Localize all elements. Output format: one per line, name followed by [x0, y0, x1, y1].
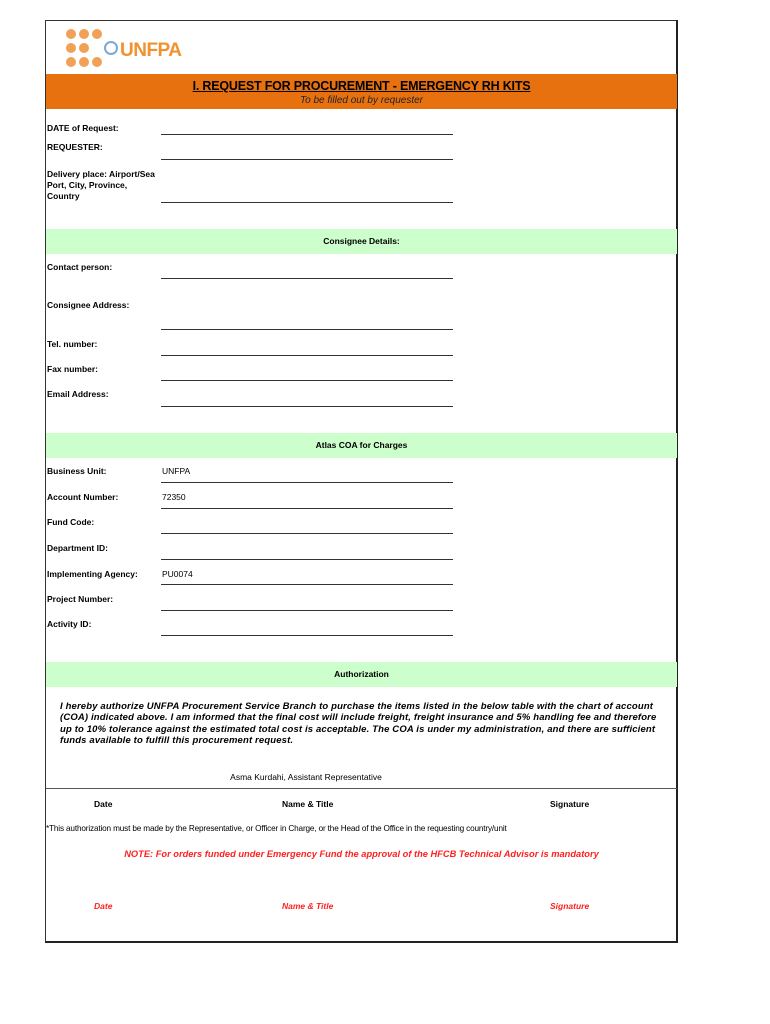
implementing-agency-line: [161, 584, 453, 585]
consignee-address-label: Consignee Address:: [47, 300, 130, 310]
contact-person-label: Contact person:: [47, 262, 113, 272]
consignee-details-heading: Consignee Details:: [46, 229, 677, 254]
requester-line: [161, 159, 453, 160]
fax-number-label: Fax number:: [47, 364, 99, 374]
fund-code-line: [161, 533, 453, 534]
fund-code-label: Fund Code:: [47, 517, 95, 527]
project-number-label: Project Number:: [47, 594, 114, 604]
account-number-value[interactable]: 72350: [162, 492, 186, 502]
delivery-place-label: Delivery place: Airport/Sea Port, City, Province, Country: [47, 169, 155, 201]
project-number-line: [161, 610, 453, 611]
implementing-agency-value[interactable]: PU0074: [162, 569, 193, 579]
date-column: Date: [94, 799, 113, 809]
tel-number-label: Tel. number:: [47, 339, 98, 349]
signature-line: [46, 788, 677, 789]
form-title: I. REQUEST FOR PROCUREMENT - EMERGENCY RH KITS: [192, 79, 531, 93]
atlas-coa-heading: Atlas COA for Charges: [46, 433, 677, 458]
date-of-request-line: [161, 134, 453, 135]
authorization-statement: I hereby authorize UNFPA Procurement Service Branch to purchase the items listed in the below table with the chart of account (COA) indicated above. I am informed that the final cost will include freight, freight insurance and 5% handling fee and therefore up to 10% tolerance against the estimated total cost is acceptable. The COA is under my administration, and there are sufficient funds available to fulfill this procurement request.: [60, 701, 657, 746]
delivery-place-line: [161, 202, 453, 203]
fax-number-line: [161, 380, 453, 381]
account-number-line: [161, 508, 453, 509]
hfcb-name-title-column: Name & Title: [282, 901, 334, 911]
tel-number-line: [161, 355, 453, 356]
implementing-agency-label: Implementing Agency:: [47, 569, 138, 579]
authorization-heading: Authorization: [46, 662, 677, 687]
requester-label: REQUESTER:: [47, 142, 103, 152]
consignee-address-line: [161, 329, 453, 330]
activity-id-label: Activity ID:: [47, 619, 92, 629]
form-subtitle: To be filled out by requester: [299, 95, 424, 106]
hfcb-date-column: Date: [94, 901, 113, 911]
hfcb-note: NOTE: For orders funded under Emergency Fund the approval of the HFCB Technical Advisor is mandatory: [124, 849, 599, 859]
signature-column: Signature: [550, 799, 590, 809]
account-number-label: Account Number:: [47, 492, 119, 502]
activity-id-line: [161, 635, 453, 636]
department-id-label: Department ID:: [47, 543, 108, 553]
business-unit-value[interactable]: UNFPA: [162, 466, 191, 476]
unfpa-logo: [64, 25, 182, 73]
business-unit-line: [161, 482, 453, 483]
email-address-line: [161, 406, 453, 407]
un-globe-icon: [104, 41, 118, 55]
procurement-form: [45, 20, 678, 943]
business-unit-label: Business Unit:: [47, 466, 107, 476]
contact-person-line: [161, 278, 453, 279]
logo-text: UNFPA: [120, 40, 182, 61]
email-address-label: Email Address:: [47, 389, 109, 399]
authorization-footnote: *This authorization must be made by the Representative, or Officer in Charge, or the Head of the Office in the requesting country/unit: [46, 824, 507, 833]
department-id-line: [161, 559, 453, 560]
hfcb-signature-column: Signature: [550, 901, 590, 911]
name-title-column: Name & Title: [282, 799, 334, 809]
authorizer-name: Asma Kurdahi, Assistant Representative: [230, 772, 382, 782]
date-of-request-label: DATE of Request:: [47, 123, 119, 133]
